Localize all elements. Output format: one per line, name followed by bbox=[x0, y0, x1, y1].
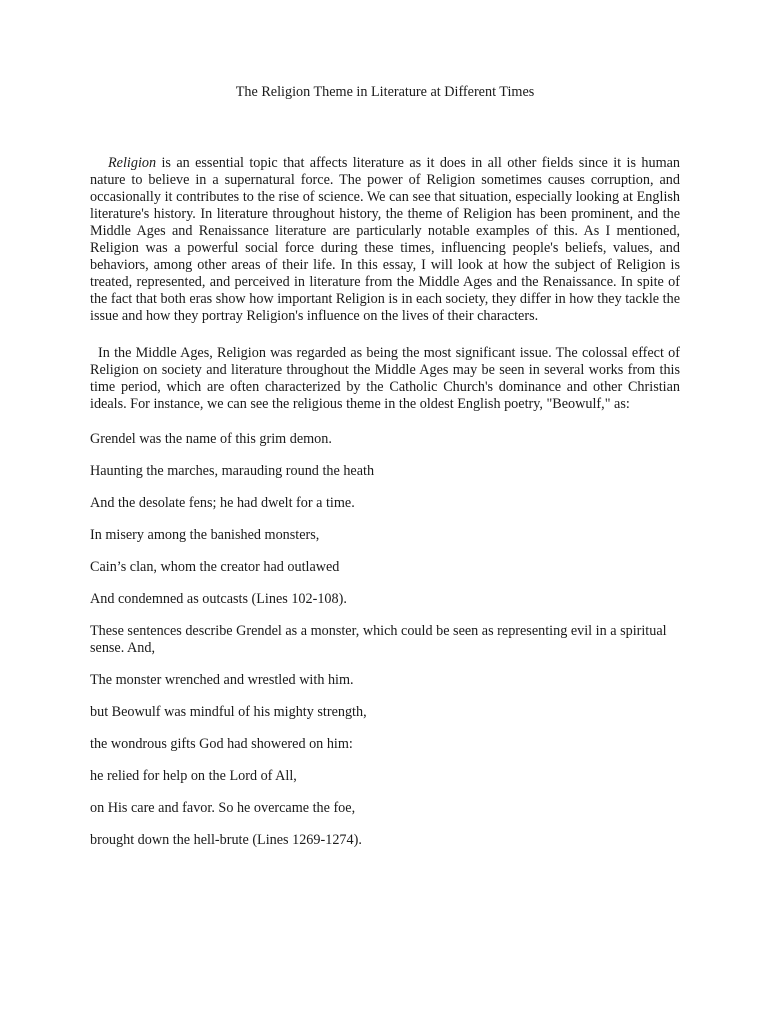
verse-line: on His care and favor. So he overcame the foe, bbox=[90, 800, 356, 816]
verse-line: Grendel was the name of this grim demon. bbox=[90, 431, 332, 447]
beowulf-quote-2 bbox=[90, 672, 680, 849]
verse-line: The monster wrenched and wrestled with him. bbox=[90, 672, 354, 688]
intro-lead-word: Religion bbox=[108, 155, 157, 171]
beowulf-quote-1 bbox=[90, 431, 680, 608]
verse-line: In misery among the banished monsters, bbox=[90, 527, 320, 543]
verse-line: And the desolate fens; he had dwelt for a time. bbox=[90, 495, 355, 511]
document-title: The Religion Theme in Literature at Different Times bbox=[235, 84, 535, 100]
intro-paragraph-text: is an essential topic that affects literature as it does in all other fields since it is human nature to believe in a supernatural force. The power of Religion sometimes causes corruption, and occasionally it contributes to the rise of science. We can see that situation, especially looking at English literature's history. In literature throughout history, the theme of Religion has been prominent, and the Middle Ages and Renaissance literature are particularly notable examples of this. As I mentioned, Religion was a powerful social force during these times, influencing people's beliefs, values, and behaviors, among other areas of their life. In this essay, I will look at how the subject of Religion is treated, represented, and perceived in literature from the Middle Ages and the Renaissance. In spite of the fact that both eras show how important Religion is in each society, they differ in how they tackle the issue and how they portray Religion's influence on the lives of their characters. bbox=[90, 155, 680, 324]
intro-paragraph bbox=[90, 155, 680, 325]
middle-ages-paragraph: In the Middle Ages, Religion was regarded as being the most significant issue. The colossal effect of Religion on society and literature throughout the Middle Ages may be seen in several works from this time period, which are often characterized by the Catholic Church's dominance and other Christian ideals. For instance, we can see the religious theme in the oldest English poetry, "Beowulf," as: bbox=[90, 345, 680, 412]
verse-line: Haunting the marches, marauding round the heath bbox=[90, 463, 375, 479]
verse-line: And condemned as outcasts (Lines 102-108). bbox=[90, 591, 347, 607]
verse-line: but Beowulf was mindful of his mighty strength, bbox=[90, 704, 367, 720]
page-content bbox=[90, 84, 680, 864]
verse-line: the wondrous gifts God had showered on him: bbox=[90, 736, 353, 752]
verse-line: Cain’s clan, whom the creator had outlawed bbox=[90, 559, 340, 575]
verse-line: he relied for help on the Lord of All, bbox=[90, 768, 297, 784]
commentary-paragraph: These sentences describe Grendel as a monster, which could be seen as representing evil in a spiritual sense. And, bbox=[90, 623, 667, 656]
verse-line: brought down the hell-brute (Lines 1269-1274). bbox=[90, 832, 362, 848]
